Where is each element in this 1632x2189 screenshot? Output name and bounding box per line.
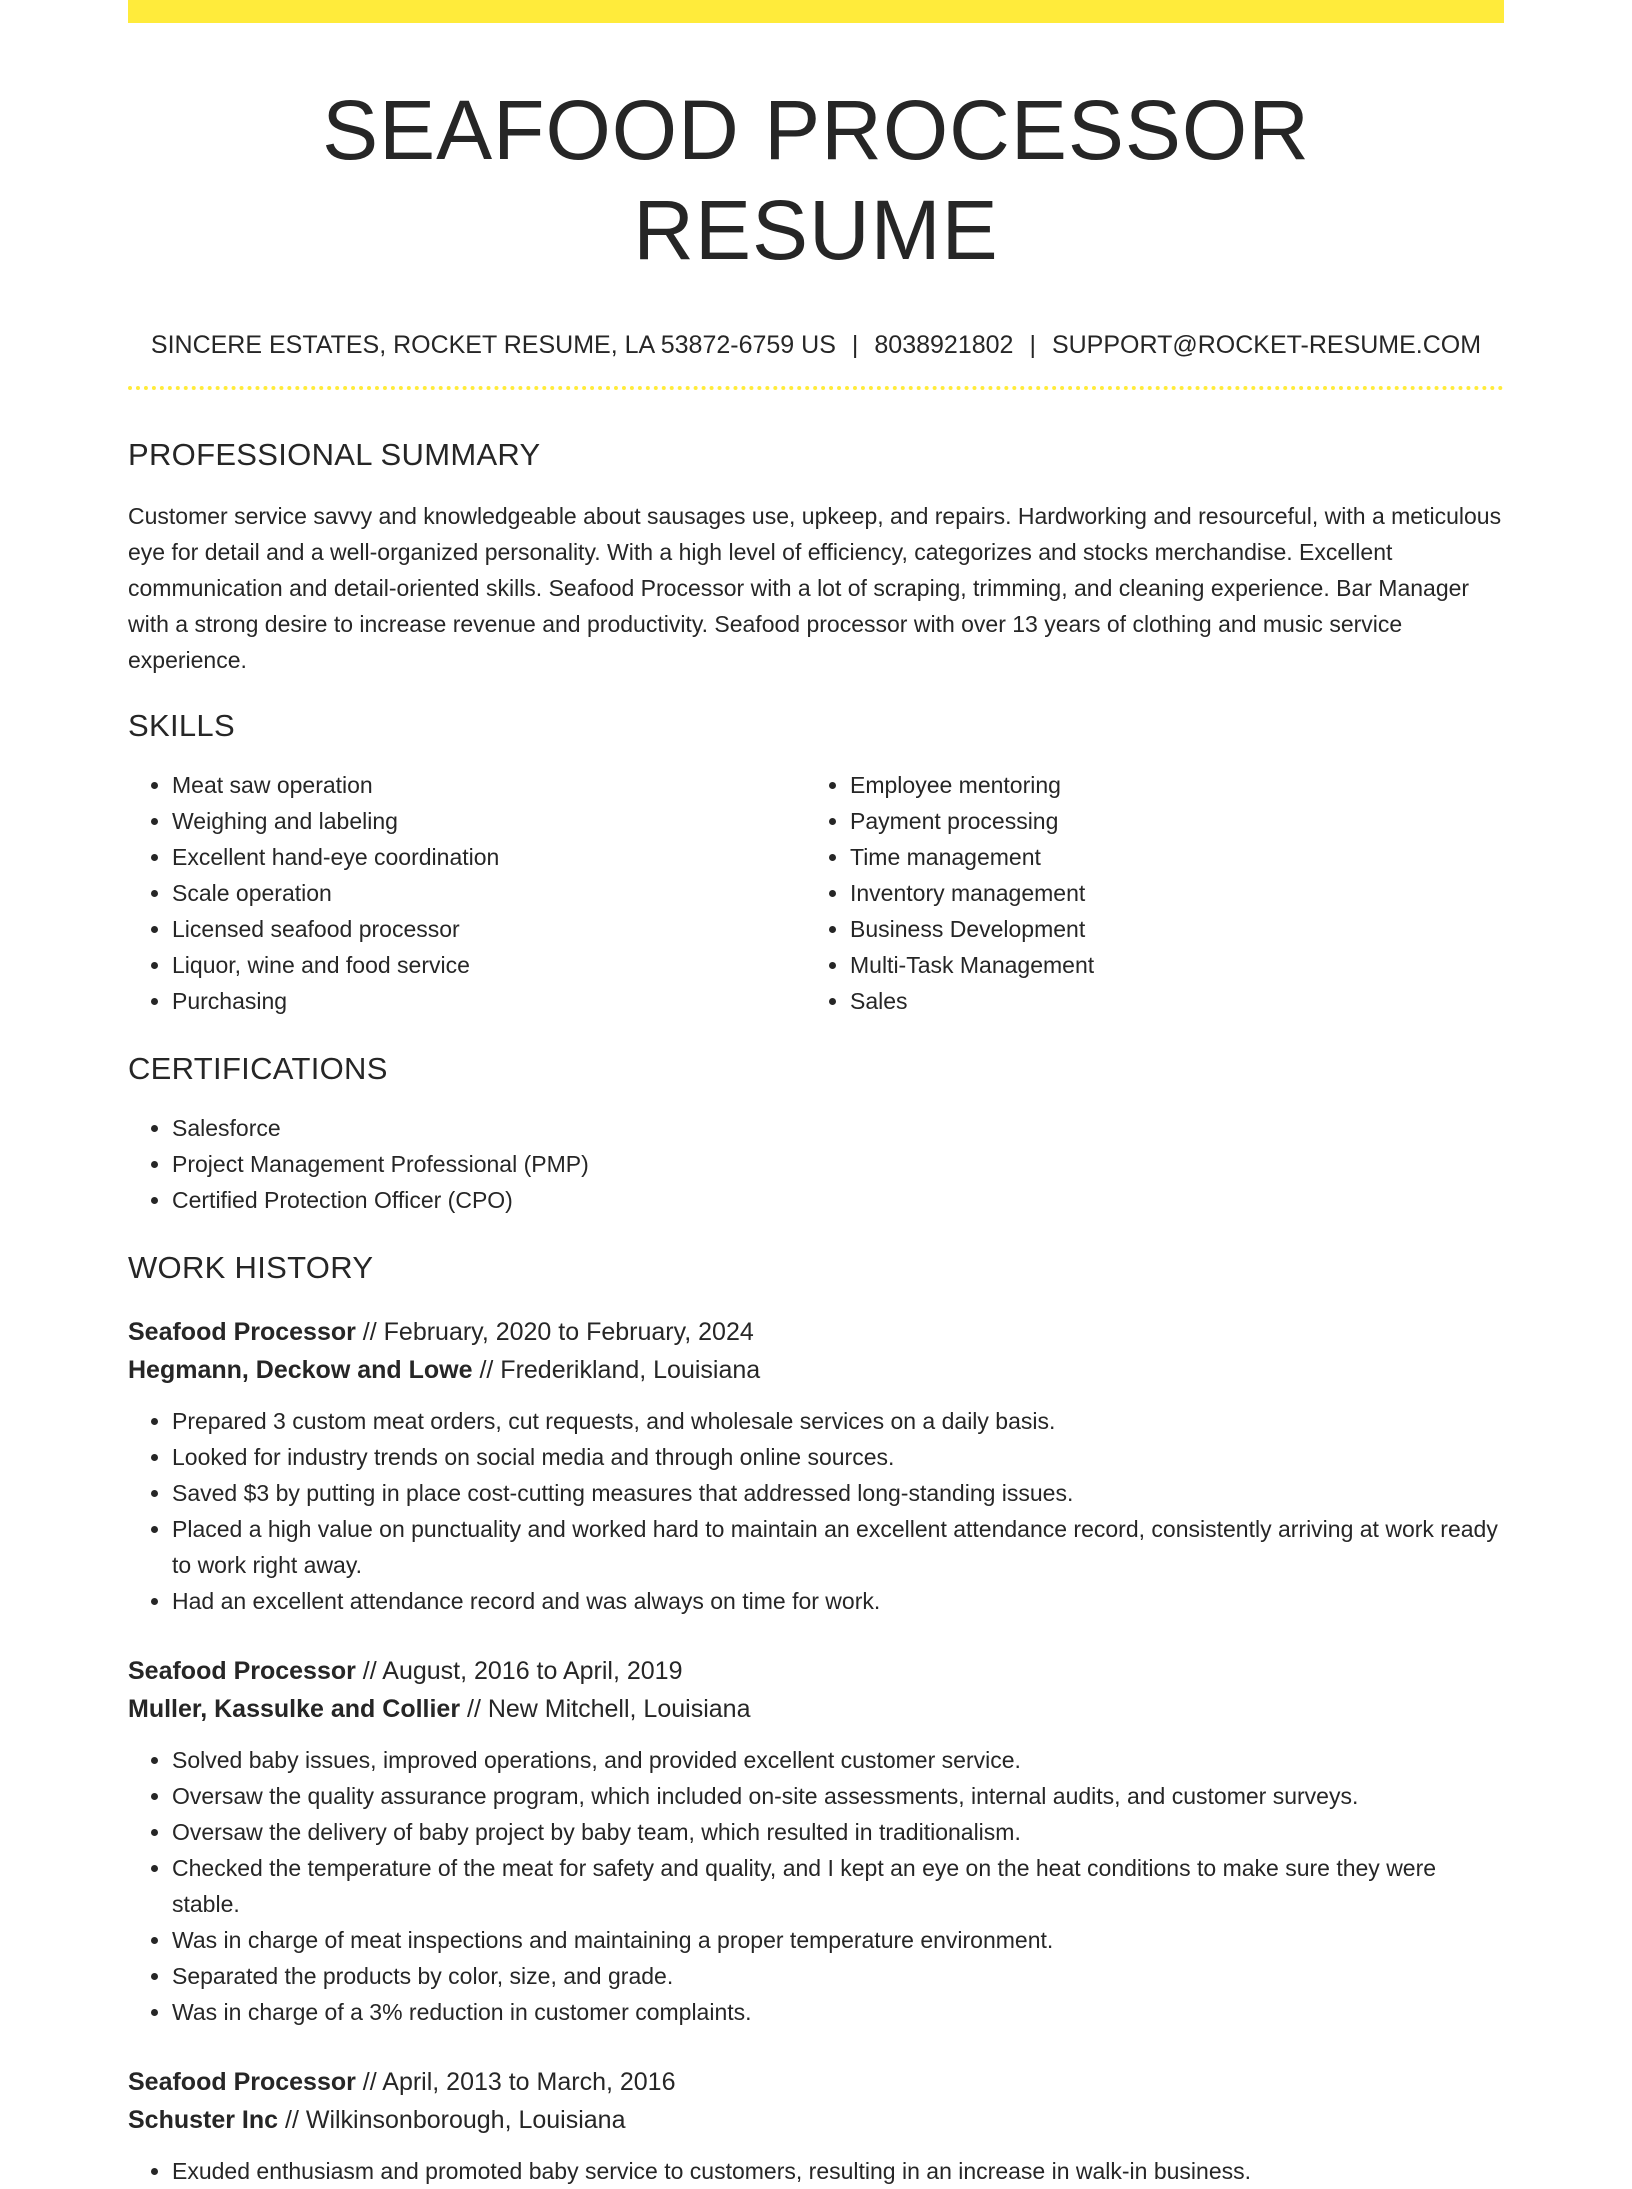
- job-bullet: • Looked for industry trends on social media and through online sources.: [172, 1439, 1504, 1475]
- certification-item: • Project Management Professional (PMP): [172, 1146, 1504, 1182]
- job-title: Seafood Processor: [128, 1657, 356, 1685]
- job-bullet: • Oversaw the delivery of baby project by baby team, which resulted in traditionalism.: [172, 1814, 1504, 1850]
- job-company-line: [128, 2101, 1504, 2139]
- job-entry: [128, 1313, 1504, 1619]
- job-entry: [128, 2063, 1504, 2189]
- skills-list-left: [128, 767, 806, 1019]
- contact-separator: |: [1029, 331, 1036, 359]
- job-entry: [128, 1652, 1504, 2030]
- skill-item: • Payment processing: [850, 803, 1484, 839]
- contact-line: [128, 330, 1504, 360]
- contact-email: SUPPORT@ROCKET-RESUME.COM: [1051, 331, 1482, 359]
- job-bullet-list: [128, 2153, 1504, 2189]
- summary-heading: PROFESSIONAL SUMMARY: [128, 437, 541, 472]
- skills-heading: SKILLS: [128, 708, 235, 743]
- job-bullet: • Prepared 3 custom meat orders, cut requests, and wholesale services on a daily basis.: [172, 1403, 1504, 1439]
- job-company-line: [128, 1690, 1504, 1728]
- skill-item: • Excellent hand-eye coordination: [172, 839, 806, 875]
- skill-item: • Employee mentoring: [850, 767, 1484, 803]
- skill-item: • Sales: [850, 983, 1484, 1019]
- skills-list-right: [806, 767, 1484, 1019]
- job-bullet: • Saved $3 by putting in place cost-cutting measures that addressed long-standing issues.: [172, 1475, 1504, 1511]
- skills-column-right: [806, 767, 1484, 1019]
- job-bullet: • Oversaw the quality assurance program, which included on-site assessments, internal audits, and customer surveys.: [172, 1778, 1504, 1814]
- skills-column-left: [128, 767, 806, 1019]
- job-location: // Frederikland, Louisiana: [472, 1356, 761, 1384]
- contact-separator: |: [851, 331, 859, 359]
- job-company-line: [128, 1351, 1504, 1389]
- job-bullet: • Had an excellent attendance record and was always on time for work.: [172, 1583, 1504, 1619]
- skill-item: • Time management: [850, 839, 1484, 875]
- work-history-heading: WORK HISTORY: [128, 1250, 374, 1285]
- skill-item: • Scale operation: [172, 875, 806, 911]
- contact-phone: 8038921802: [874, 331, 1014, 359]
- job-company: Hegmann, Deckow and Lowe: [128, 1356, 473, 1384]
- job-title: Seafood Processor: [128, 2068, 356, 2096]
- job-dates: // February, 2020 to February, 2024: [355, 1318, 754, 1346]
- job-title-line: [128, 1313, 1504, 1351]
- job-bullet-list: [128, 1742, 1504, 2030]
- resume-content: [128, 0, 1504, 2189]
- job-dates: // April, 2013 to March, 2016: [355, 2068, 676, 2096]
- dotted-divider: [128, 386, 1504, 390]
- job-company: Schuster Inc: [128, 2106, 279, 2134]
- job-title-line: [128, 2063, 1504, 2101]
- job-bullet: • Separated the products by color, size, and grade.: [172, 1958, 1504, 1994]
- job-bullet: • Solved baby issues, improved operations, and provided excellent customer service.: [172, 1742, 1504, 1778]
- job-dates: // August, 2016 to April, 2019: [355, 1657, 683, 1685]
- job-bullet: • Was in charge of a 3% reduction in customer complaints.: [172, 1994, 1504, 2030]
- skill-item: • Business Development: [850, 911, 1484, 947]
- job-title: Seafood Processor: [128, 1318, 356, 1346]
- certification-item: • Salesforce: [172, 1110, 1504, 1146]
- job-location: // Wilkinsonborough, Louisiana: [278, 2106, 626, 2134]
- skill-item: • Liquor, wine and food service: [172, 947, 806, 983]
- job-bullet-list: [128, 1403, 1504, 1619]
- certifications-list: [128, 1110, 1504, 1218]
- skill-item: • Inventory management: [850, 875, 1484, 911]
- skill-item: • Meat saw operation: [172, 767, 806, 803]
- certification-item: • Certified Protection Officer (CPO): [172, 1182, 1504, 1218]
- summary-text: Customer service savvy and knowledgeable about sausages use, upkeep, and repairs. Hardworking and resourceful, with a meticulous eye for detail and a well-organized personality. With a high level of efficiency, categorizes and stocks merchandise. Excellent communication and detail-oriented skills. Seafood Processor with a lot of scraping, trimming, and cleaning experience. Bar Manager with a strong desire to increase revenue and productivity. Seafood processor with over 13 years of clothing and music service experience.: [128, 503, 1502, 673]
- job-bullet: • Was in charge of meat inspections and maintaining a proper temperature environment.: [172, 1922, 1504, 1958]
- job-bullet: • Exuded enthusiasm and promoted baby service to customers, resulting in an increase in walk-in business.: [172, 2153, 1504, 2189]
- page-title: SEAFOOD PROCESSOR RESUME: [322, 83, 1310, 277]
- job-bullet: • Placed a high value on punctuality and worked hard to maintain an excellent attendance record, consistently arriving at work ready to work right away.: [172, 1511, 1504, 1583]
- contact-address: SINCERE ESTATES, ROCKET RESUME, LA 53872-6759 US: [150, 331, 836, 359]
- certifications-heading: CERTIFICATIONS: [128, 1051, 388, 1086]
- job-title-line: [128, 1652, 1504, 1690]
- skill-item: • Weighing and labeling: [172, 803, 806, 839]
- skill-item: • Multi-Task Management: [850, 947, 1484, 983]
- job-location: // New Mitchell, Louisiana: [460, 1695, 751, 1723]
- skill-item: • Purchasing: [172, 983, 806, 1019]
- skills-grid: [128, 767, 1504, 1019]
- job-company: Muller, Kassulke and Collier: [128, 1695, 461, 1723]
- job-bullet: • Checked the temperature of the meat for safety and quality, and I kept an eye on the heat conditions to make sure they were stable.: [172, 1850, 1504, 1922]
- skill-item: • Licensed seafood processor: [172, 911, 806, 947]
